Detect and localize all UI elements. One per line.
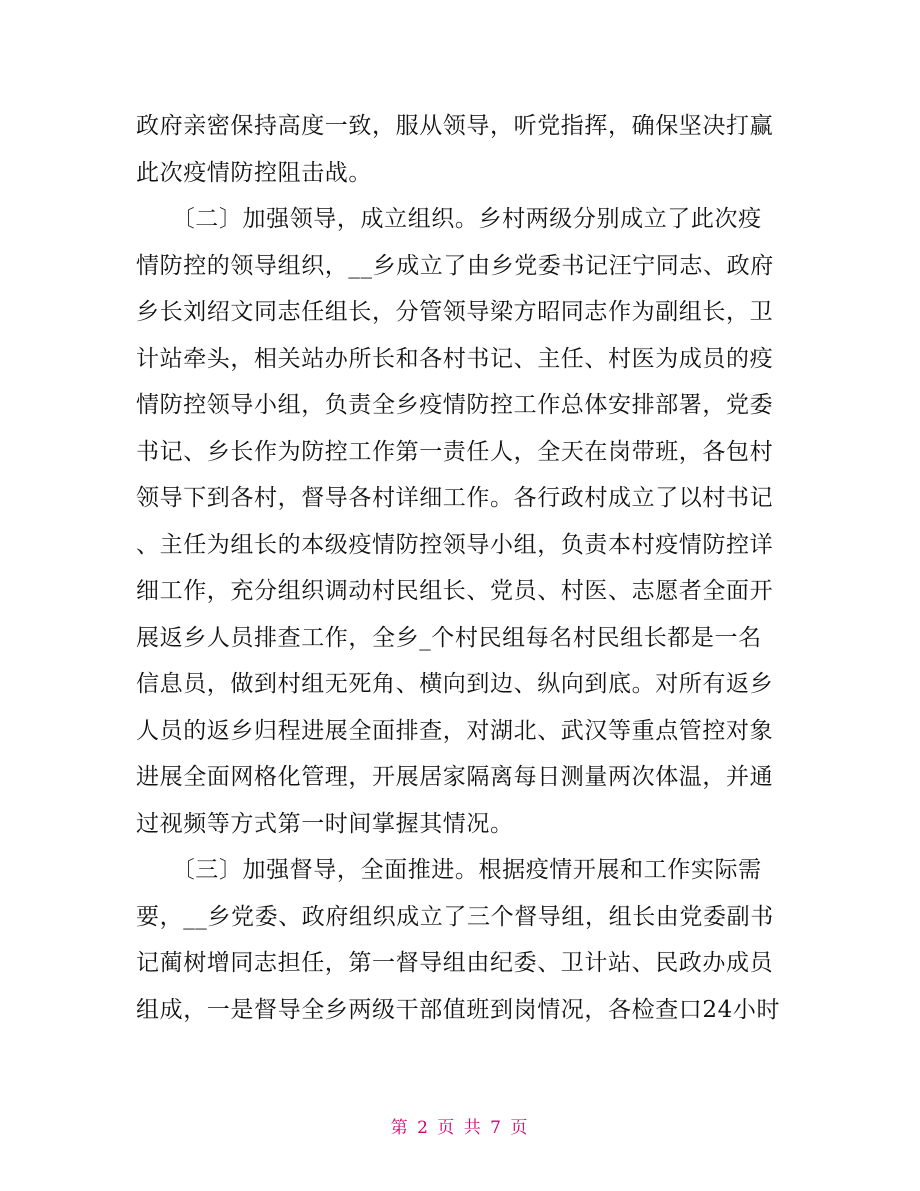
- text-line: 组成，一是督导全乡两级干部值班到岗情况，各检查口24小时: [136, 996, 781, 1023]
- text-line: 领导下到各村，督导各村详细工作。各行政村成立了以村书记: [136, 485, 774, 511]
- body-text: [136, 103, 796, 1033]
- text-line: 情防控的领导组织，__乡成立了由乡党委书记汪宁同志、政府: [136, 252, 774, 279]
- text-line: 人员的返乡归程进展全面排查，对湖北、武汉等重点管控对象: [136, 717, 774, 744]
- text-line: 情防控领导小组，负责全乡疫情防控工作总体安排部署，党委: [136, 392, 774, 418]
- text-line: 此次疫情防控阻击战。: [136, 159, 372, 186]
- text-line: 乡长刘绍文同志任组长，分管领导梁方昭同志作为副组长，卫: [136, 299, 774, 325]
- text-line: 过视频等方式第一时间掌握其情况。: [136, 810, 514, 837]
- text-line: 细工作，充分组织调动村民组长、党员、村医、志愿者全面开: [136, 578, 774, 604]
- text-line: 、主任为组长的本级疫情防控领导小组，负责本村疫情防控详: [136, 531, 774, 558]
- text-line: 进展全面网格化管理，开展居家隔离每日测量两次体温，并通: [136, 764, 774, 790]
- text-line: 要，__乡党委、政府组织成立了三个督导组，组长由党委副书: [136, 903, 774, 930]
- text-line: 书记、乡长作为防控工作第一责任人，全天在岗带班，各包村: [136, 438, 774, 465]
- text-line: 计站牵头，相关站办所长和各村书记、主任、村医为成员的疫: [136, 345, 774, 372]
- text-line: 〔二〕加强领导，成立组织。乡村两级分别成立了此次疫: [136, 206, 762, 232]
- text-line: 〔三〕加强督导，全面推进。根据疫情开展和工作实际需: [136, 857, 762, 883]
- text-line: 展返乡人员排查工作，全乡_个村民组每名村民组长都是一名: [136, 624, 762, 651]
- text-line: 政府亲密保持高度一致，服从领导，听党指挥，确保坚决打赢: [136, 113, 774, 139]
- text-line: 信息员，做到村组无死角、横向到边、纵向到底。对所有返乡: [136, 671, 774, 697]
- page-number-footer: 第 2 页 共 7 页: [390, 1118, 530, 1138]
- text-line: 记蔺树增同志担任，第一督导组由纪委、卫计站、民政办成员: [136, 950, 774, 976]
